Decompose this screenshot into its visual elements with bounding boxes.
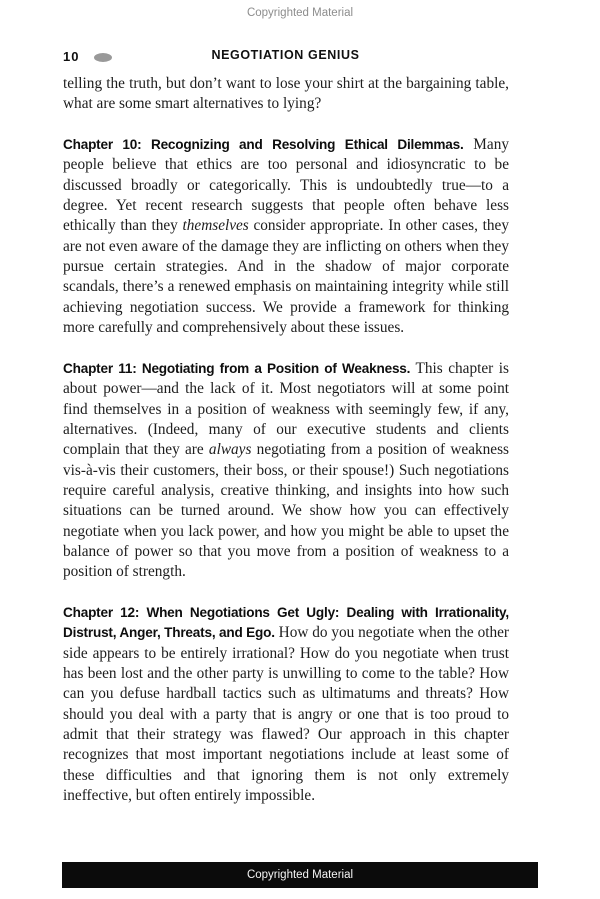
chapter-10-body-2: consider appropriate. In other cases, they are not even aware of the damage they are inflicting on others when they pursue certain strategies. And in the shadow of major corporate scandals, there’s a renewed emphasis on maintaining integrity while still achieving negotiation success. We provide a framework for thinking more carefully and comprehensively about these issues. [63,217,509,337]
intro-paragraph-text: telling the truth, but don’t want to lose your shirt at the bargaining table, what are some smart alternatives to lying? [63,75,509,113]
chapter-11-body-1: This chapter is about power—and the lack of it. Most negotiators will at some point find themselves in a position of weakness with seemingly few, if any, alternatives. (Indeed, many of our executive students and clients complain that they are [63,359,509,459]
chapter-12-paragraph [63,603,509,806]
bottom-copyright-notice: Copyrighted Material [246,869,354,881]
top-copyright-notice: Copyrighted Material [246,7,354,19]
chapter-12-body-1: How do you negotiate when the other side appears to be entirely irrational? How do you negotiate when trust has been lost and the other party is unwilling to come to the table? How can you defuse hardball tactics such as ultimatums and threats? How should you deal with a party that is angry or one that is too proud to admit that their strategy was flawed? Our approach in this chapter recognizes that most important negotiations include at least some of these difficulties and that ignoring them is not only extremely ineffective, but often entirely impossible. [63,624,509,805]
chapter-11-italic: always [208,441,252,459]
chapter-11-heading: Chapter 11: Negotiating from a Position of Weakness. [63,360,411,376]
chapter-12-heading: Chapter 12: When Negotiations Get Ugly: Dealing with Irrationality, Distrust, Anger, Threats, and Ego. [63,604,509,641]
chapter-10-italic: themselves [182,217,249,235]
running-head-title: NEGOTIATION GENIUS [211,48,360,62]
page-number: 10 [63,49,80,64]
body-text [63,74,509,827]
chapter-11-paragraph [63,359,509,583]
chapter-10-body-1: Many people believe that ethics are too personal and idiosyncratic to be discussed broadly or categorically. This is undoubtedly true—to a degree. Yet recent research suggests that people often behave less ethically than they [63,136,509,235]
bottom-copyright-bar [62,862,538,888]
chapter-10-heading: Chapter 10: Recognizing and Resolving Ethical Dilemmas. [63,137,464,153]
chapter-11-body-2: negotiating from a position of weakness vis-à-vis their customers, their boss, or their spouse!) Such negotiations require careful analysis, creative thinking, and insights into how such situations can be turned around. We show how you can effectively negotiate when you lack power, and how you might be able to upset the balance of power so that you move from a position of weakness to a position of strength. [63,441,509,581]
chapter-10-paragraph [63,135,509,338]
page-header [63,48,508,64]
intro-paragraph [63,74,509,115]
